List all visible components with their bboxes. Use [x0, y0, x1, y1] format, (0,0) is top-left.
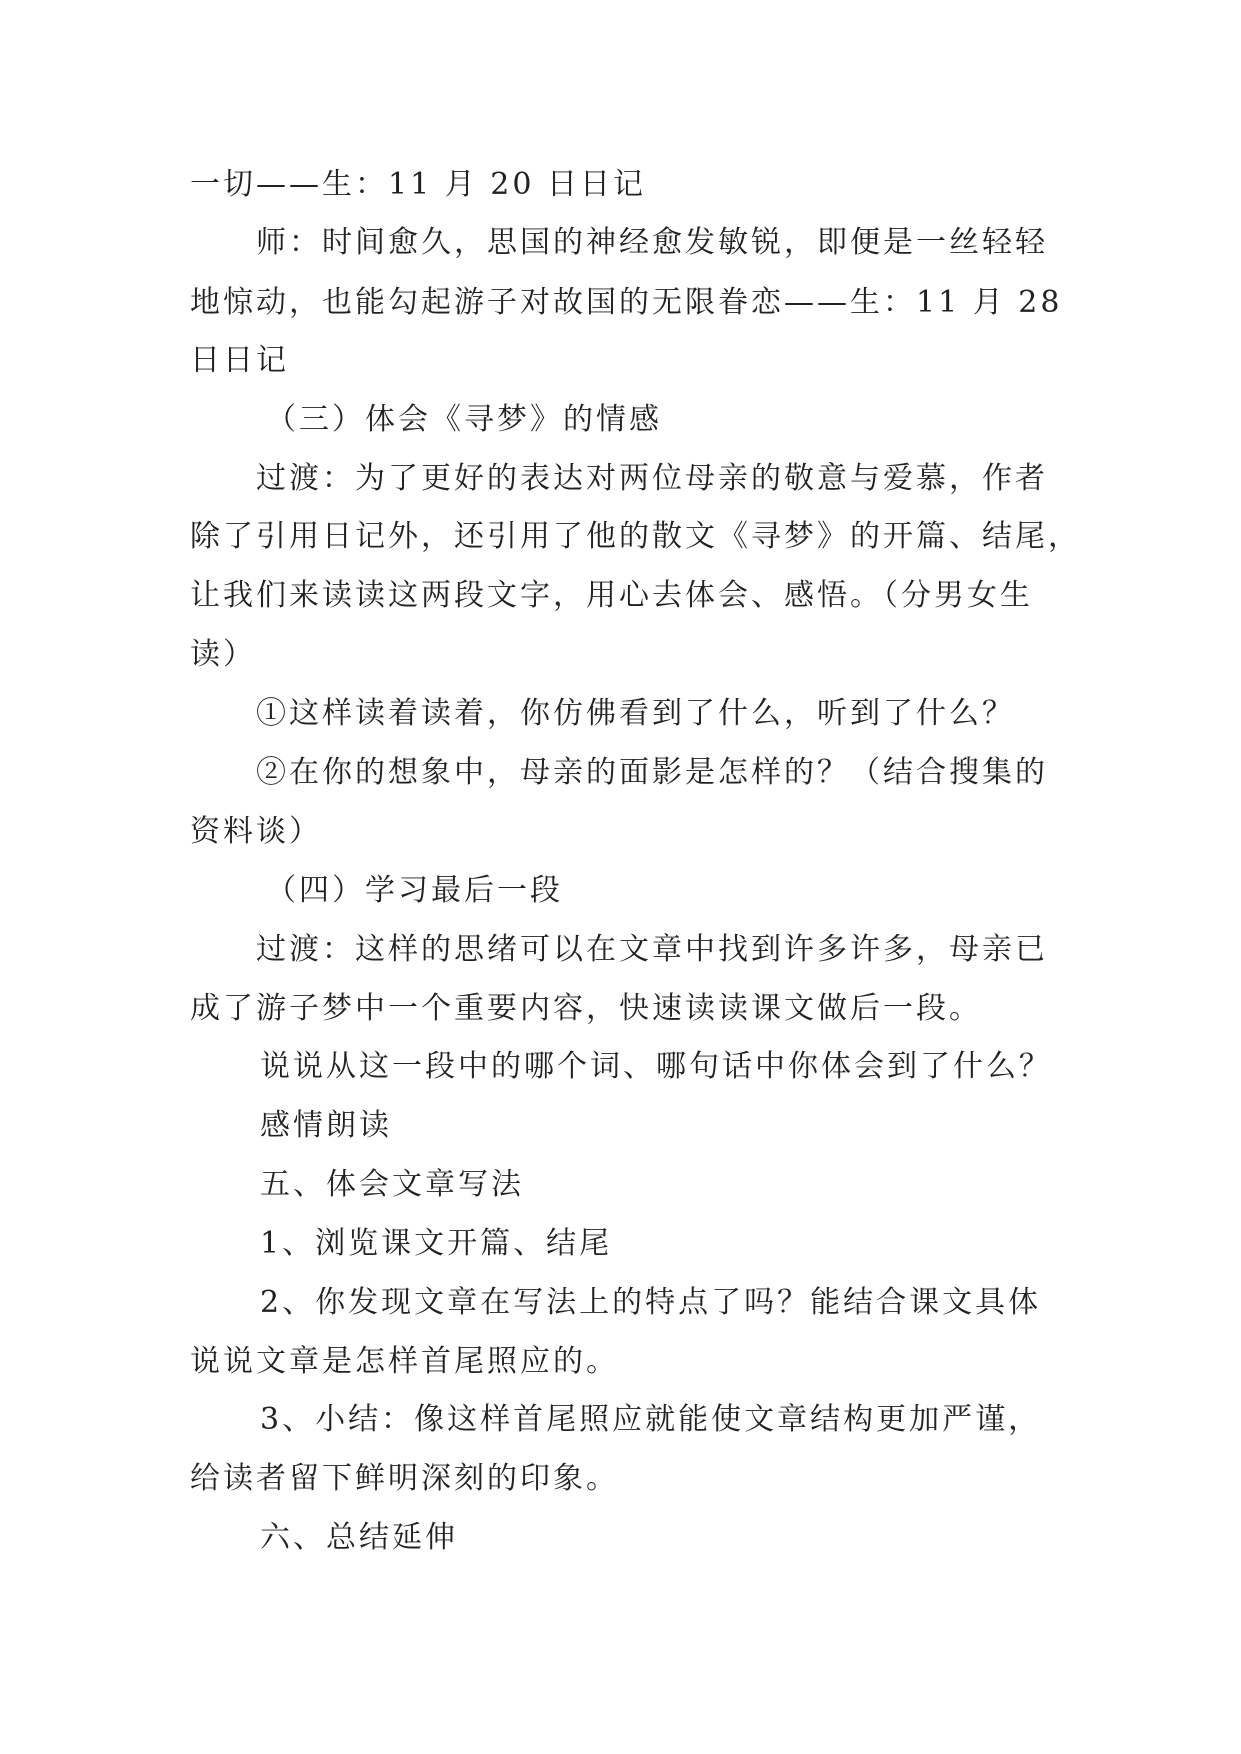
text-line-23: 给读者留下鲜明深刻的印象。: [190, 1461, 619, 1496]
text-line-15: 成了游子梦中一个重要内容，快速读读课文做后一段。: [190, 991, 982, 1026]
question-2: ②在你的想象中，母亲的面影是怎样的？（结合搜集的: [256, 755, 1048, 790]
list-item-3: 3、小结：像这样首尾照应就能使文章结构更加严谨，: [260, 1402, 1042, 1437]
section-heading-6: 六、总结延伸: [260, 1520, 458, 1555]
list-item-2: 2、你发现文章在写法上的特点了吗？能结合课文具体: [260, 1285, 1042, 1320]
text-line-2: 师：时间愈久，思国的神经愈发敏锐，即便是一丝轻轻: [256, 225, 1048, 260]
text-line-17: 感情朗读: [260, 1108, 392, 1143]
text-line-7: 除了引用日记外，还引用了他的散文《寻梦》的开篇、结尾，: [190, 519, 1081, 554]
text-line-12: 资料谈）: [190, 814, 322, 849]
text-line-4: 日日记: [190, 343, 289, 378]
text-line-16: 说说从这一段中的哪个词、哪句话中你体会到了什么？: [260, 1049, 1052, 1084]
text-line-9: 读）: [190, 637, 256, 672]
section-heading-3: （三）体会《寻梦》的情感: [266, 402, 662, 437]
text-line-3: 地惊动，也能勾起游子对故国的无限眷恋——生：11 月 28: [190, 285, 1063, 320]
text-line-14: 过渡：这样的思绪可以在文章中找到许多许多，母亲已: [256, 932, 1048, 967]
section-heading-5: 五、体会文章写法: [260, 1167, 524, 1202]
section-heading-4: （四）学习最后一段: [266, 873, 563, 908]
list-item-1: 1、浏览课文开篇、结尾: [260, 1226, 613, 1261]
text-line-1: 一切——生：11 月 20 日日记: [190, 167, 646, 202]
text-line-21: 说说文章是怎样首尾照应的。: [190, 1344, 619, 1379]
question-1: ①这样读着读着，你仿佛看到了什么，听到了什么？: [256, 696, 1015, 731]
text-line-6: 过渡：为了更好的表达对两位母亲的敬意与爱慕，作者: [256, 461, 1048, 496]
text-line-8: 让我们来读读这两段文字，用心去体会、感悟。（分男女生: [190, 578, 1033, 613]
